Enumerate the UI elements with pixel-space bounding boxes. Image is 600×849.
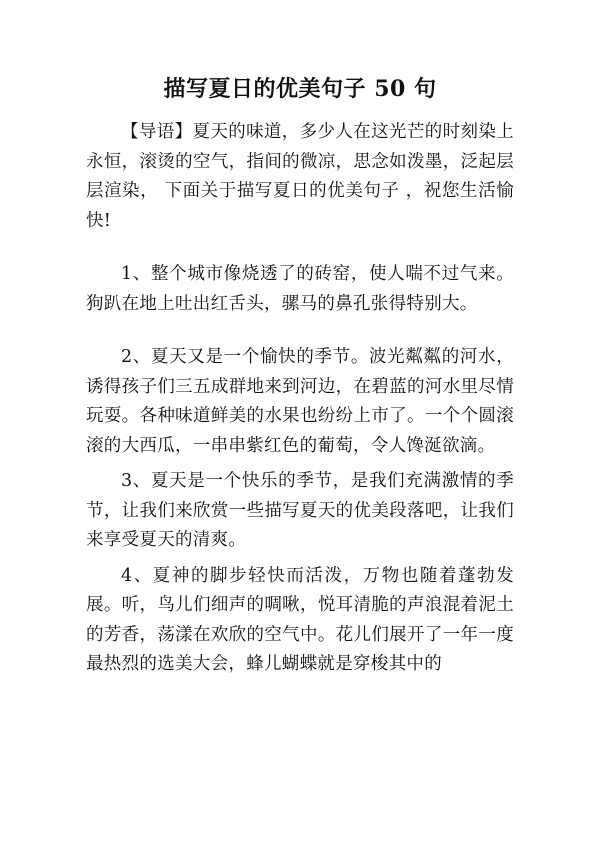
document-body — [86, 118, 514, 680]
intro-text: 夏天的味道，多少人在这光芒的时刻染上永恒，滚烫的空气，指间的微凉，思念如泼墨，泛起层层渲染， 下面关于描写夏日的优美句子 ，祝您生活愉快! — [86, 122, 514, 231]
document-title: 描写夏日的优美句子 50 句 — [163, 76, 437, 102]
intro-label: 【导语】 — [121, 122, 193, 142]
sentence-item-2: 2、夏天又是一个愉快的季节。波光粼粼的河水，诱得孩子们三五成群地来到河边，在碧蓝的河水里尽情玩耍。各种味道鲜美的水果也纷纷上市了。一个个圆滚滚的大西瓜，一串串紫红色的葡萄，令人馋涎欲滴。 — [86, 347, 514, 456]
paragraph-gap — [86, 319, 514, 343]
intro-paragraph — [86, 118, 514, 236]
sentence-item-4: 4、夏神的脚步轻快而活泼，万物也随着蓬勃发展。听，鸟儿们细声的啁啾，悦耳清脆的声浪混着泥土的芳香，荡漾在欢欣的空气中。花儿们展开了一年一度最热烈的选美大会，蜂儿蝴蝶就是穿梭其中的 — [86, 565, 514, 674]
sentence-item-3: 3、夏天是一个快乐的季节，是我们充满激情的季节，让我们来欣赏一些描写夏天的优美段落吧，让我们来享受夏天的清爽。 — [86, 471, 514, 550]
paragraph-gap — [86, 236, 514, 260]
sentence-item-1: 1、整个城市像烧透了的砖窑，使人喘不过气来。狗趴在地上吐出红舌头，骡马的鼻孔张得特别大。 — [86, 264, 514, 314]
